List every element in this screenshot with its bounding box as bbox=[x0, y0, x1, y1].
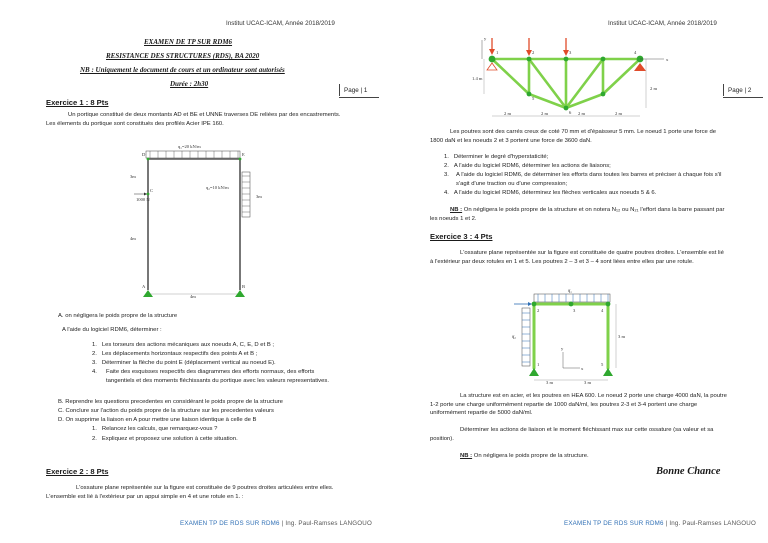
page-number: Page | 2 bbox=[728, 87, 752, 94]
duration: Durée : 2h30 bbox=[170, 80, 209, 88]
svg-text:3: 3 bbox=[573, 308, 576, 313]
svg-text:2: 2 bbox=[537, 308, 540, 313]
page-number-divider bbox=[339, 84, 340, 96]
sub-question-1: 1. Relancez les calculs, que remarquez-vous ? bbox=[92, 426, 218, 432]
exercise-1-heading: Exercice 1 : 8 Pts bbox=[46, 98, 109, 107]
signature-bonne-chance: Bonne Chance bbox=[656, 466, 721, 477]
course-title: RESISTANCE DES STRUCTURES (RDS), BA 2020 bbox=[106, 52, 260, 60]
page-header: Institut UCAC-ICAM, Année 2018/2019 bbox=[608, 20, 717, 27]
svg-text:3: 3 bbox=[569, 50, 572, 55]
rdm6-intro: A l'aide du logiciel RDM6, déterminer : bbox=[62, 327, 162, 333]
svg-text:x: x bbox=[581, 366, 584, 371]
truss-figure bbox=[474, 32, 688, 120]
svg-text:4m: 4m bbox=[130, 236, 136, 241]
svg-text:1: 1 bbox=[537, 362, 540, 367]
page-footer: EXAMEN TP DE RDS SUR RDM6 | Ing. Paul-Ramses LANGOUO bbox=[564, 520, 756, 527]
svg-text:q̅₁: q̅₁ bbox=[568, 288, 572, 293]
svg-text:y: y bbox=[484, 36, 487, 41]
question-3: 3. Déterminer la flèche du point E (déplacement vertical au noeud E). bbox=[92, 360, 276, 366]
svg-text:2 m: 2 m bbox=[578, 111, 586, 116]
ex2-question-2: 2. A l'aide du logiciel RDM6, déterminer les actions de liaisons; bbox=[444, 163, 611, 169]
exam-title: EXAMEN DE TP SUR RDM6 bbox=[144, 38, 233, 46]
svg-text:C: C bbox=[150, 188, 154, 193]
question-1: 1. Les torseurs des actions mécaniques aux noeuds A, C, E, D et B ; bbox=[92, 342, 275, 348]
svg-text:B: B bbox=[242, 284, 246, 289]
svg-text:q̅₂: q̅₂ bbox=[512, 334, 516, 339]
allowed-docs-note: NB : Uniquement le document de cours et un ordinateur sont autorisés bbox=[80, 66, 285, 74]
svg-text:D: D bbox=[142, 152, 146, 157]
page-number-divider bbox=[723, 84, 724, 96]
svg-text:A: A bbox=[142, 284, 146, 289]
page-number-rule bbox=[723, 97, 763, 98]
load-c-label: 1000 N bbox=[136, 197, 150, 202]
page-2 bbox=[384, 0, 768, 543]
svg-text:2 m: 2 m bbox=[615, 111, 623, 116]
svg-text:3 m: 3 m bbox=[584, 380, 592, 385]
exercise-3-intro: L'ossature plane représentée sur la figure est constituée de quatre poutres droites. L'ensemble est lié à l'extérieur par deux rotules en 1 et 5. Les poutres 2 – 3 et 3 – 4 sont liées entre elles par une rotule. bbox=[430, 250, 724, 265]
svg-text:2: 2 bbox=[532, 50, 535, 55]
svg-text:3 m: 3 m bbox=[546, 380, 554, 385]
frame-figure-ex3 bbox=[508, 286, 638, 386]
ex2-question-3: 3. A l'aide du logiciel RDM6, de déterminer les efforts dans toutes les barres et préciser à chaque fois s'il s'agit d'une traction ou d'une compression; bbox=[444, 172, 722, 187]
question-4: 4. Faite des esquisses respectifs des diagrammes des efforts normaux, des efforts tangentiels et des moments fléchissants du portique avec les valeurs representatives. bbox=[92, 369, 329, 384]
svg-text:2 m: 2 m bbox=[650, 86, 658, 91]
page-number-rule bbox=[339, 97, 379, 98]
ex2-question-1: 1. Déterminer le degré d'hyperstaticité; bbox=[444, 154, 549, 160]
svg-text:4: 4 bbox=[634, 50, 637, 55]
exercise-2-heading: Exercice 2 : 8 Pts bbox=[46, 467, 109, 476]
item-a: A. on négligera le poids propre de la structure bbox=[58, 313, 178, 319]
exercise-1-intro: Un portique constitué de deux montants AD et BE et UNNE traverses DE reliées par des encastrements. Les élements du portique sont constitués des profilés Acier IPE 160. bbox=[46, 112, 341, 127]
svg-text:E: E bbox=[242, 152, 245, 157]
exercise-3-description: La structure est en acier, et les poutres en HEA 600. Le noeud 2 porte une charge 4000 daN, la poutre 1-2 porte une charge uniformément repartie de 1000 daN/ml, les poutres 2-3 et 3-4 portent une charge uniformément repartie de 5000 daN/ml. bbox=[430, 393, 727, 417]
exercise-2-description: Les poutres sont des carrés creux de coté 70 mm et d'épaisseur 5 mm. Le noeud 1 porte une force de 1800 daN et les noeuds 2 et 3 portent une force de 3600 daN. bbox=[430, 129, 717, 144]
sub-question-2: 2. Expliquez et proposez une solution à cette situation. bbox=[92, 436, 238, 442]
page-number: Page | 1 bbox=[344, 87, 368, 94]
item-b: B. Reprendre les questions precedentes en considérant le poids propre de la structure bbox=[58, 399, 283, 405]
ex3-note: NB : On négligera le poids propre de la structure. bbox=[460, 453, 589, 459]
item-c: C. Conclure sur l'action du poids propre de la structure sur les precedentes valeurs bbox=[58, 408, 274, 414]
svg-text:5: 5 bbox=[532, 96, 535, 101]
svg-text:3m: 3m bbox=[130, 174, 136, 179]
svg-text:1.4 m: 1.4 m bbox=[472, 76, 483, 81]
page-footer: EXAMEN TP DE RDS SUR RDM6 | Ing. Paul-Ramses LANGOUO bbox=[180, 520, 372, 527]
svg-text:x: x bbox=[666, 57, 669, 62]
svg-text:5: 5 bbox=[601, 362, 604, 367]
svg-text:4m: 4m bbox=[190, 294, 196, 299]
svg-text:y: y bbox=[561, 346, 564, 351]
question-2: 2. Les déplacements horizontaux respectifs des points A et B ; bbox=[92, 351, 258, 357]
svg-text:1: 1 bbox=[496, 50, 499, 55]
svg-text:2 m: 2 m bbox=[541, 111, 549, 116]
load-q2-label: q₂=10 kN/m bbox=[206, 185, 229, 190]
ex2-note: NB : On négligera le poids propre de la structure et on notera N₁₂ ou N₂₁ l'effort dans la barre passant par les noeuds 1 et 2. bbox=[430, 207, 725, 222]
svg-text:4: 4 bbox=[601, 308, 604, 313]
exercise-3-question: Déterminer les actions de liaison et le moment fléchissant max sur cette ossature (sa valeur et sa position). bbox=[430, 427, 714, 442]
exercise-3-heading: Exercice 3 : 4 Pts bbox=[430, 232, 493, 241]
load-q1-label: q₁=20 kN/m bbox=[178, 144, 201, 149]
ex2-question-4: 4. A l'aide du logiciel RDM6, déterminez les flèches verticales aux noeuds 5 & 6. bbox=[444, 190, 657, 196]
svg-text:3m: 3m bbox=[256, 194, 262, 199]
item-d: D. On supprime la liaison en A pour mettre une liaison identique à celle de B bbox=[58, 417, 257, 423]
exercise-2-intro: L'ossature plane représentée sur la figure est constituée de 9 poutres droites articulées entre elles. L'ensemble est lié à l'extérieur par un appui simple en 4 et une rotule en 1. : bbox=[46, 485, 334, 500]
svg-text:6: 6 bbox=[569, 110, 572, 115]
svg-text:2 m: 2 m bbox=[504, 111, 512, 116]
svg-text:3 m: 3 m bbox=[618, 334, 626, 339]
portal-frame-figure bbox=[128, 142, 270, 302]
page-header: Institut UCAC-ICAM, Année 2018/2019 bbox=[226, 20, 335, 27]
